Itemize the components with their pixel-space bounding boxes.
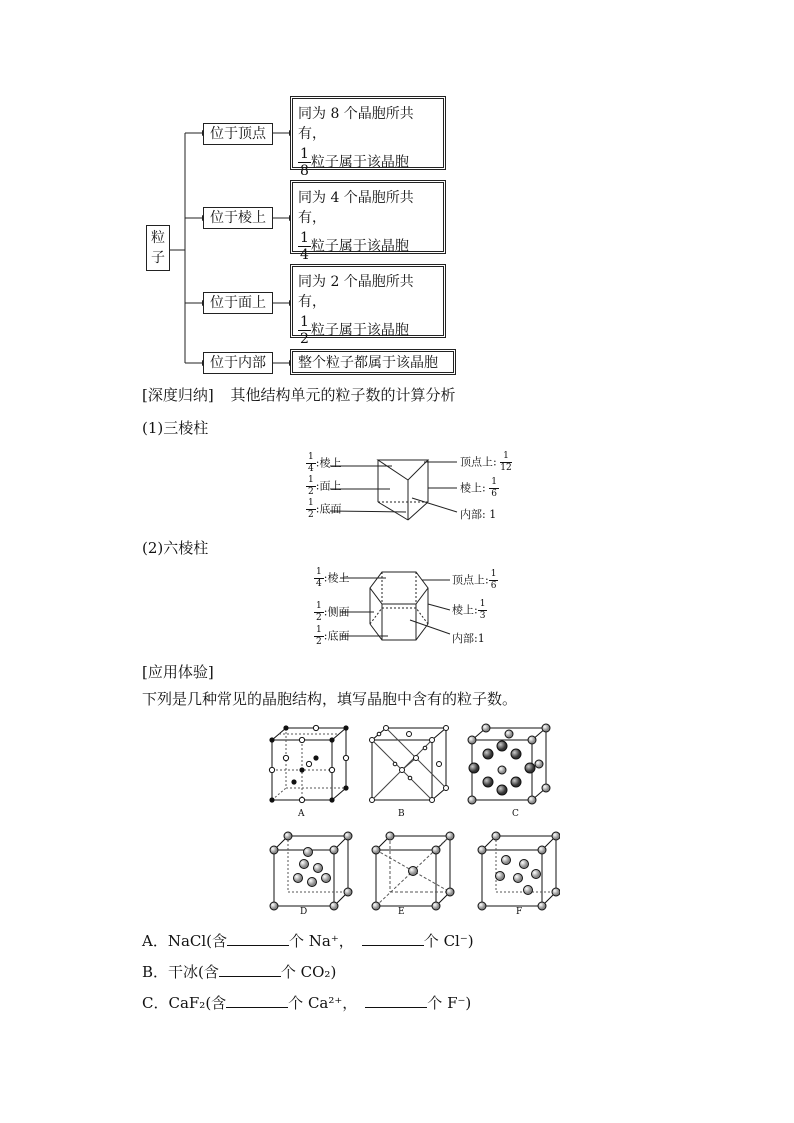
figure-label-c: C	[512, 809, 519, 819]
fraction-one-eighth: $\frac{1}{8}$	[300, 146, 309, 179]
hexagonal-prism-figure	[310, 566, 525, 646]
root-char-1: 粒	[151, 230, 165, 246]
figure-label-d: D	[300, 907, 308, 917]
cell-e	[372, 832, 454, 910]
apply-tag: [应用体验]	[142, 663, 214, 681]
figure-label-e: E	[398, 907, 405, 917]
prism3-left-2: $\frac{1}{2}$ :面上	[308, 475, 342, 497]
answer-blank-c1[interactable]	[226, 995, 288, 1008]
answer-blank-c2[interactable]	[365, 995, 427, 1008]
prism6-right-1: 顶点上: $\frac{1}{6}$	[452, 569, 497, 591]
prism3-left-1: $\frac{1}{4}$ :棱上	[308, 452, 342, 474]
cell-f	[478, 832, 560, 910]
summary-heading	[142, 384, 456, 405]
summary-tag: [深度归纳]	[142, 386, 214, 404]
figure-label-a: A	[298, 809, 305, 819]
cell-b-dry-ice	[370, 726, 449, 803]
cell-a-nacl	[269, 725, 348, 802]
prism6-heading: (2)六棱柱	[142, 539, 209, 557]
desc-vertex-box: 同为 8 个晶胞所共有， $\frac{1}{8}$ 粒子属于该晶胞	[290, 96, 446, 170]
cell-d	[270, 832, 352, 910]
triangular-prism-figure	[300, 450, 530, 528]
crystal-figures	[260, 718, 560, 918]
branch-edge-box: 位于棱上	[203, 207, 273, 229]
answer-blank-a2[interactable]	[362, 933, 424, 946]
summary-title: 其他结构单元的粒子数的计算分析	[230, 386, 456, 404]
root-box-particle	[146, 225, 170, 271]
figure-label-b: B	[398, 809, 405, 819]
cell-c-caf2	[468, 724, 550, 804]
prism6-left-3: $\frac{1}{2}$ :底面	[316, 625, 350, 647]
fraction-one-quarter: $\frac{1}{4}$	[300, 230, 309, 263]
answer-blank-a1[interactable]	[227, 933, 289, 946]
prism3-left-3: $\frac{1}{2}$ :底面	[308, 498, 342, 520]
fraction-one-half: $\frac{1}{2}$	[300, 314, 309, 347]
branch-face-box: 位于面上	[203, 292, 273, 314]
prism3-right-1: 顶点上: $\frac{1}{12}$	[460, 451, 512, 473]
prism6-right-3: 内部:1	[452, 632, 485, 645]
question-b: B．干冰(含 个 CO₂)	[142, 963, 337, 981]
desc-interior-box: 整个粒子都属于该晶胞	[290, 349, 456, 375]
prism3-heading: (1)三棱柱	[142, 419, 209, 437]
answer-blank-b1[interactable]	[219, 964, 281, 977]
prism6-right-2: 棱上: $\frac{1}{3}$	[452, 599, 486, 621]
branch-vertex-box: 位于顶点	[203, 123, 273, 145]
question-a: A．NaCl(含 个 Na⁺， 个 Cl⁻)	[142, 932, 474, 950]
prism3-right-3: 内部: 1	[460, 508, 497, 521]
branch-interior-box: 位于内部	[203, 352, 273, 374]
figure-label-f: F	[516, 907, 523, 917]
root-char-2: 子	[151, 250, 165, 266]
desc-edge-box: 同为 4 个晶胞所共有， $\frac{1}{4}$ 粒子属于该晶胞	[290, 180, 446, 254]
question-c: C．CaF₂(含 个 Ca²⁺， 个 F⁻)	[142, 994, 472, 1012]
prism3-right-2: 棱上: $\frac{1}{6}$	[460, 477, 497, 499]
prism6-left-1: $\frac{1}{4}$ :棱上	[316, 567, 350, 589]
prism6-left-2: $\frac{1}{2}$ :侧面	[316, 601, 350, 623]
desc-face-box: 同为 2 个晶胞所共有， $\frac{1}{2}$ 粒子属于该晶胞	[290, 264, 446, 338]
apply-prompt: 下列是几种常见的晶胞结构，填写晶胞中含有的粒子数。	[142, 690, 518, 708]
